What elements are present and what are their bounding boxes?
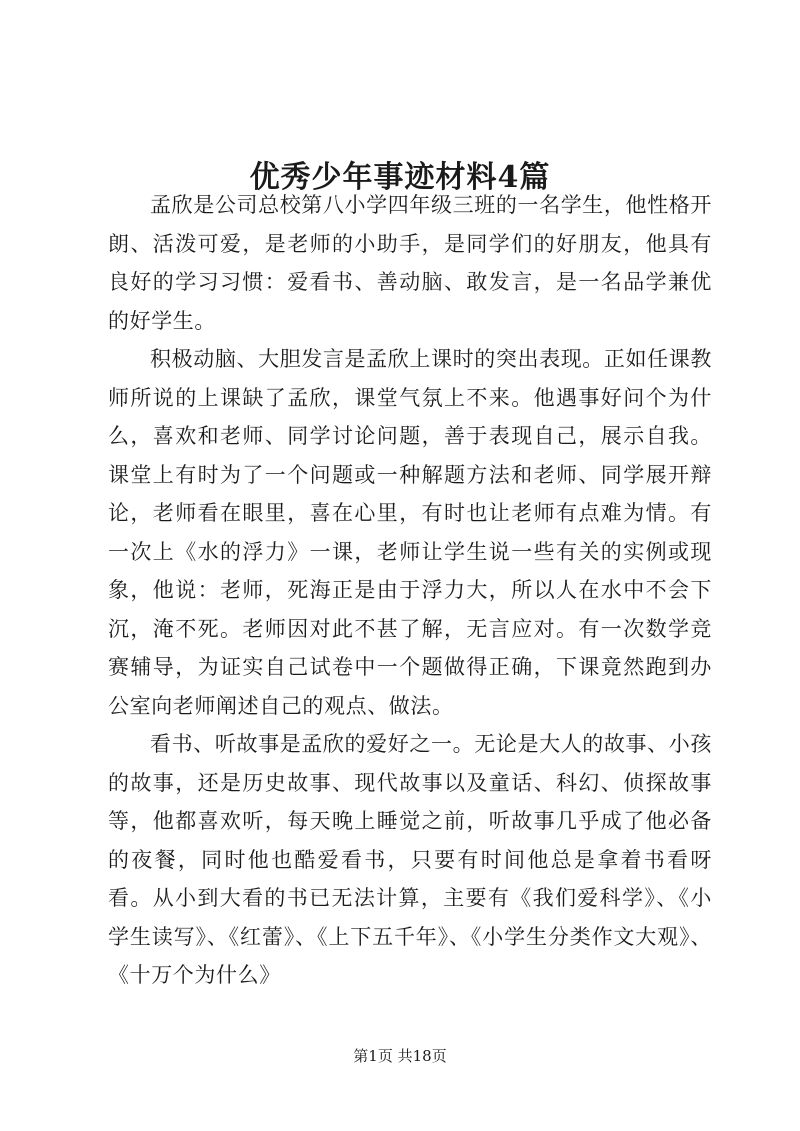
paragraph-2: 积极动脑、大胆发言是孟欣上课时的突出表现。正如任课教师所说的上课缺了孟欣，课堂气氛上不来。他遇事好问个为什么，喜欢和老师、同学讨论问题，善于表现自己，展示自我。课堂上有时为了一个问题或一种解题方法和老师、同学展开辩论，老师看在眼里，喜在心里，有时也让老师有点难为情。有一次上《水的浮力》一课，老师让学生说一些有关的实例或现象，他说：老师，死海正是由于浮力大，所以人在水中不会下沉，淹不死。老师因对此不甚了解，无言应对。有一次数学竞赛辅导，为证实自己试卷中一个题做得正确，下课竟然跑到办公室向老师阐述自己的观点、做法。 <box>108 347 712 718</box>
document-body <box>108 186 712 995</box>
document-title: 优秀少年事迹材料4篇 <box>249 160 551 196</box>
paragraph-3: 看书、听故事是孟欣的爱好之一。无论是大人的故事、小孩的故事，还是历史故事、现代故事以及童话、科幻、侦探故事等，他都喜欢听，每天晚上睡觉之前，听故事几乎成了他必备的夜餐，同时他也酷爱看书，只要有时间他总是拿着书看呀看。从小到大看的书已无法计算，主要有《我们爱科学》、《小学生读写》、《红蕾》、《上下五千年》、《小学生分类作文大观》、《十万个为什么》 <box>108 732 712 987</box>
paragraph-1: 孟欣是公司总校第八小学四年级三班的一名学生，他性格开朗、活泼可爱，是老师的小助手，是同学们的好朋友，他具有良好的学习习惯：爱看书、善动脑、敢发言，是一名品学兼优的好学生。 <box>108 193 712 333</box>
page-number-footer: 第1页 共18页 <box>353 1047 447 1065</box>
